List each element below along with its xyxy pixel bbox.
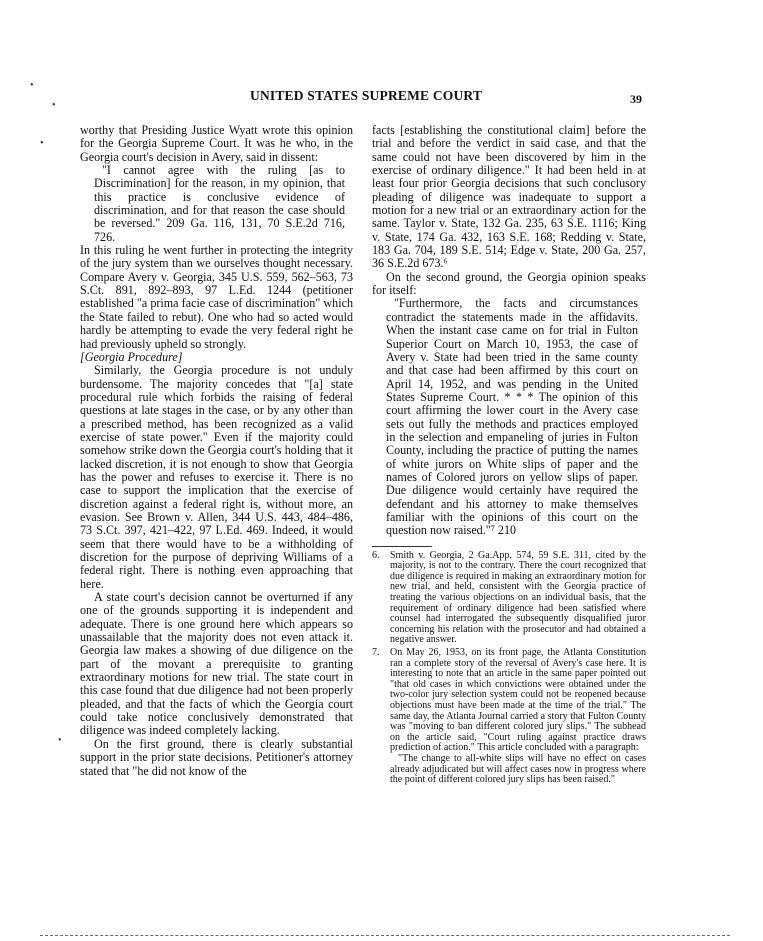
footnote-7 xyxy=(372,648,646,754)
footnote-quote: "The change to all-white slips will have no effect on cases already adjudicated but will affect cases now in progress where the point of different colored jury slips has been raised." xyxy=(390,752,646,786)
paragraph: In this ruling he went further in protecting the integrity of the jury system than we ourselves thought necessary. Compare Avery v. Georgia, 345 U.S. 559, 562–563, 73 S.Ct. 891, 892–893, 97 L.Ed. 1244 (petitioner established "a prima facie case of discrimination" which the State failed to rebut). One who had so acted would hardly be attempting to evade the very federal right he had previously upheld so strongly. xyxy=(80,243,353,351)
paragraph: Similarly, the Georgia procedure is not unduly burdensome. The majority concedes that "[a] state procedural rule which forbids the raising of federal questions at late stages in the case, or by any other than a prescribed method, has been recognized as a valid exercise of state power." Even if the majority could somehow strike down the Georgia court's holding that it lacked discretion, it is not enough to show that Georgia has the power and refuses to exercise it. There is no case to support the implication that the exercise of discretion against a federal right is, without more, an evasion. See Brown v. Allen, 344 U.S. 443, 484–486, 73 S.Ct. 397, 421–422, 97 L.Ed. 469. Indeed, it would seem that there would have to be a withholding of discretion for the purpose of depriving Williams of a federal right. There is nothing even approaching that here. xyxy=(80,363,353,591)
page-header xyxy=(0,88,763,108)
margin-mark: • xyxy=(40,138,44,149)
footnote-text: On May 26, 1953, on its front page, the Atlanta Constitution ran a complete story of the reversal of Avery's case here. It is interesting to note that an article in the same paper pointed out "that old cases in which convictions were obtained under the two-color jury selection system could not be reopened because objections must have been made at the time of the trial." The same day, the Atlanta Journal carried a story that Fulton County was "moving to ban different colored jury slips." The subhead on the article said, "Court ruling against practice draws prediction of action." This article concluded with a paragraph: xyxy=(390,647,646,754)
footnote-divider xyxy=(372,546,432,547)
right-column xyxy=(372,124,646,786)
margin-mark: • xyxy=(58,735,62,746)
bottom-rule xyxy=(40,935,730,936)
paragraph: facts [establishing the constitutional claim] before the trial and before the verdict in said case, and that the same could not have been discovered by him in the exercise of ordinary diligence." It had been held in at least four prior Georgia decisions that such conclusory pleading of diligence was inadequate to support a motion for a new trial or an extraordinary action for the same. Taylor v. State, 132 Ga. 235, 63 S.E. 1116; King v. State, 174 Ga. 432, 163 S.E. 168; Redding v. State, 183 Ga. 704, 189 S.E. 514; Edge v. State, 200 Ga. 257, 36 S.E.2d 673.⁶ xyxy=(372,123,646,271)
paragraph: worthy that Presiding Justice Wyatt wrote this opinion for the Georgia Supreme Court. It was he who, in the Georgia court's decision in Avery, said in dissent: xyxy=(80,123,353,164)
margin-mark: • xyxy=(30,80,34,91)
block-quote: "Furthermore, the facts and circumstances contradict the statements made in the affidavits. When the instant case came on for trial in Fulton Superior Court on March 10, 1953, the case of Avery v. State had been tried in the same county and that case had been affirmed by this court on April 14, 1952, and was pending in the United States Supreme Court. * * * The opinion of this court affirming the lower court in the Avery case sets out fully the methods and practices employed in the selection and empaneling of juries in Fulton County, including the practice of putting the names of white jurors on White slips of paper and the names of Colored jurors on yellow slips of paper. Due diligence would certainly have required the defendant and his attorney to make themselves familiar with the opinions of this court on the question now raised."⁷ 210 xyxy=(386,296,638,538)
footnote-number: 7. xyxy=(372,647,380,658)
paragraph: On the second ground, the Georgia opinion speaks for itself: xyxy=(372,269,646,298)
footnote-number: 6. xyxy=(372,549,380,561)
paragraph: A state court's decision cannot be overturned if any one of the grounds supporting it is independent and adequate. There is one ground here which appears so unassailable that the majority does not even attack it. Georgia law makes a showing of due diligence on the part of the movant a prerequisite to granting extraordinary motions for new trial. The state court in this case found that due diligence had not been properly pleaded, and that the facts of which the Georgia court could take notice conclusively demonstrated that diligence was indeed completely lacking. xyxy=(80,590,353,738)
paragraph: On the first ground, there is clearly substantial support in the prior state decisions. Petitioner's attorney stated that "he did not know of the xyxy=(80,736,353,778)
section-subhead: [Georgia Procedure] xyxy=(80,349,183,364)
running-head: UNITED STATES SUPREME COURT xyxy=(250,88,483,103)
left-column xyxy=(80,124,353,778)
page-number: 39 xyxy=(630,92,642,106)
block-quote: "I cannot agree with the ruling [as to Discrimination] for the reason, in my opinion, that this practice is conclusive evidence of discrimination, and for that reason the case should be reversed." 209 Ga. 116, 131, 70 S.E.2d 716, 726. xyxy=(94,163,345,244)
margin-mark: • xyxy=(52,100,56,111)
footnote-text: Smith v. Georgia, 2 Ga.App. 574, 59 S.E. 311, cited by the majority, is not to the contrary. There the court recognized that due diligence is required in making an extraordinary motion for new trial, and held, consistent with the Georgia practice of treating the various objections on an individual basis, that the requirement of ordinary diligence had been satisfied where counsel had interrogated the subsequently disqualified juror concerning his relation with the prosecutor and had obtained a negative answer. xyxy=(390,549,646,646)
footnote-6 xyxy=(372,551,646,646)
